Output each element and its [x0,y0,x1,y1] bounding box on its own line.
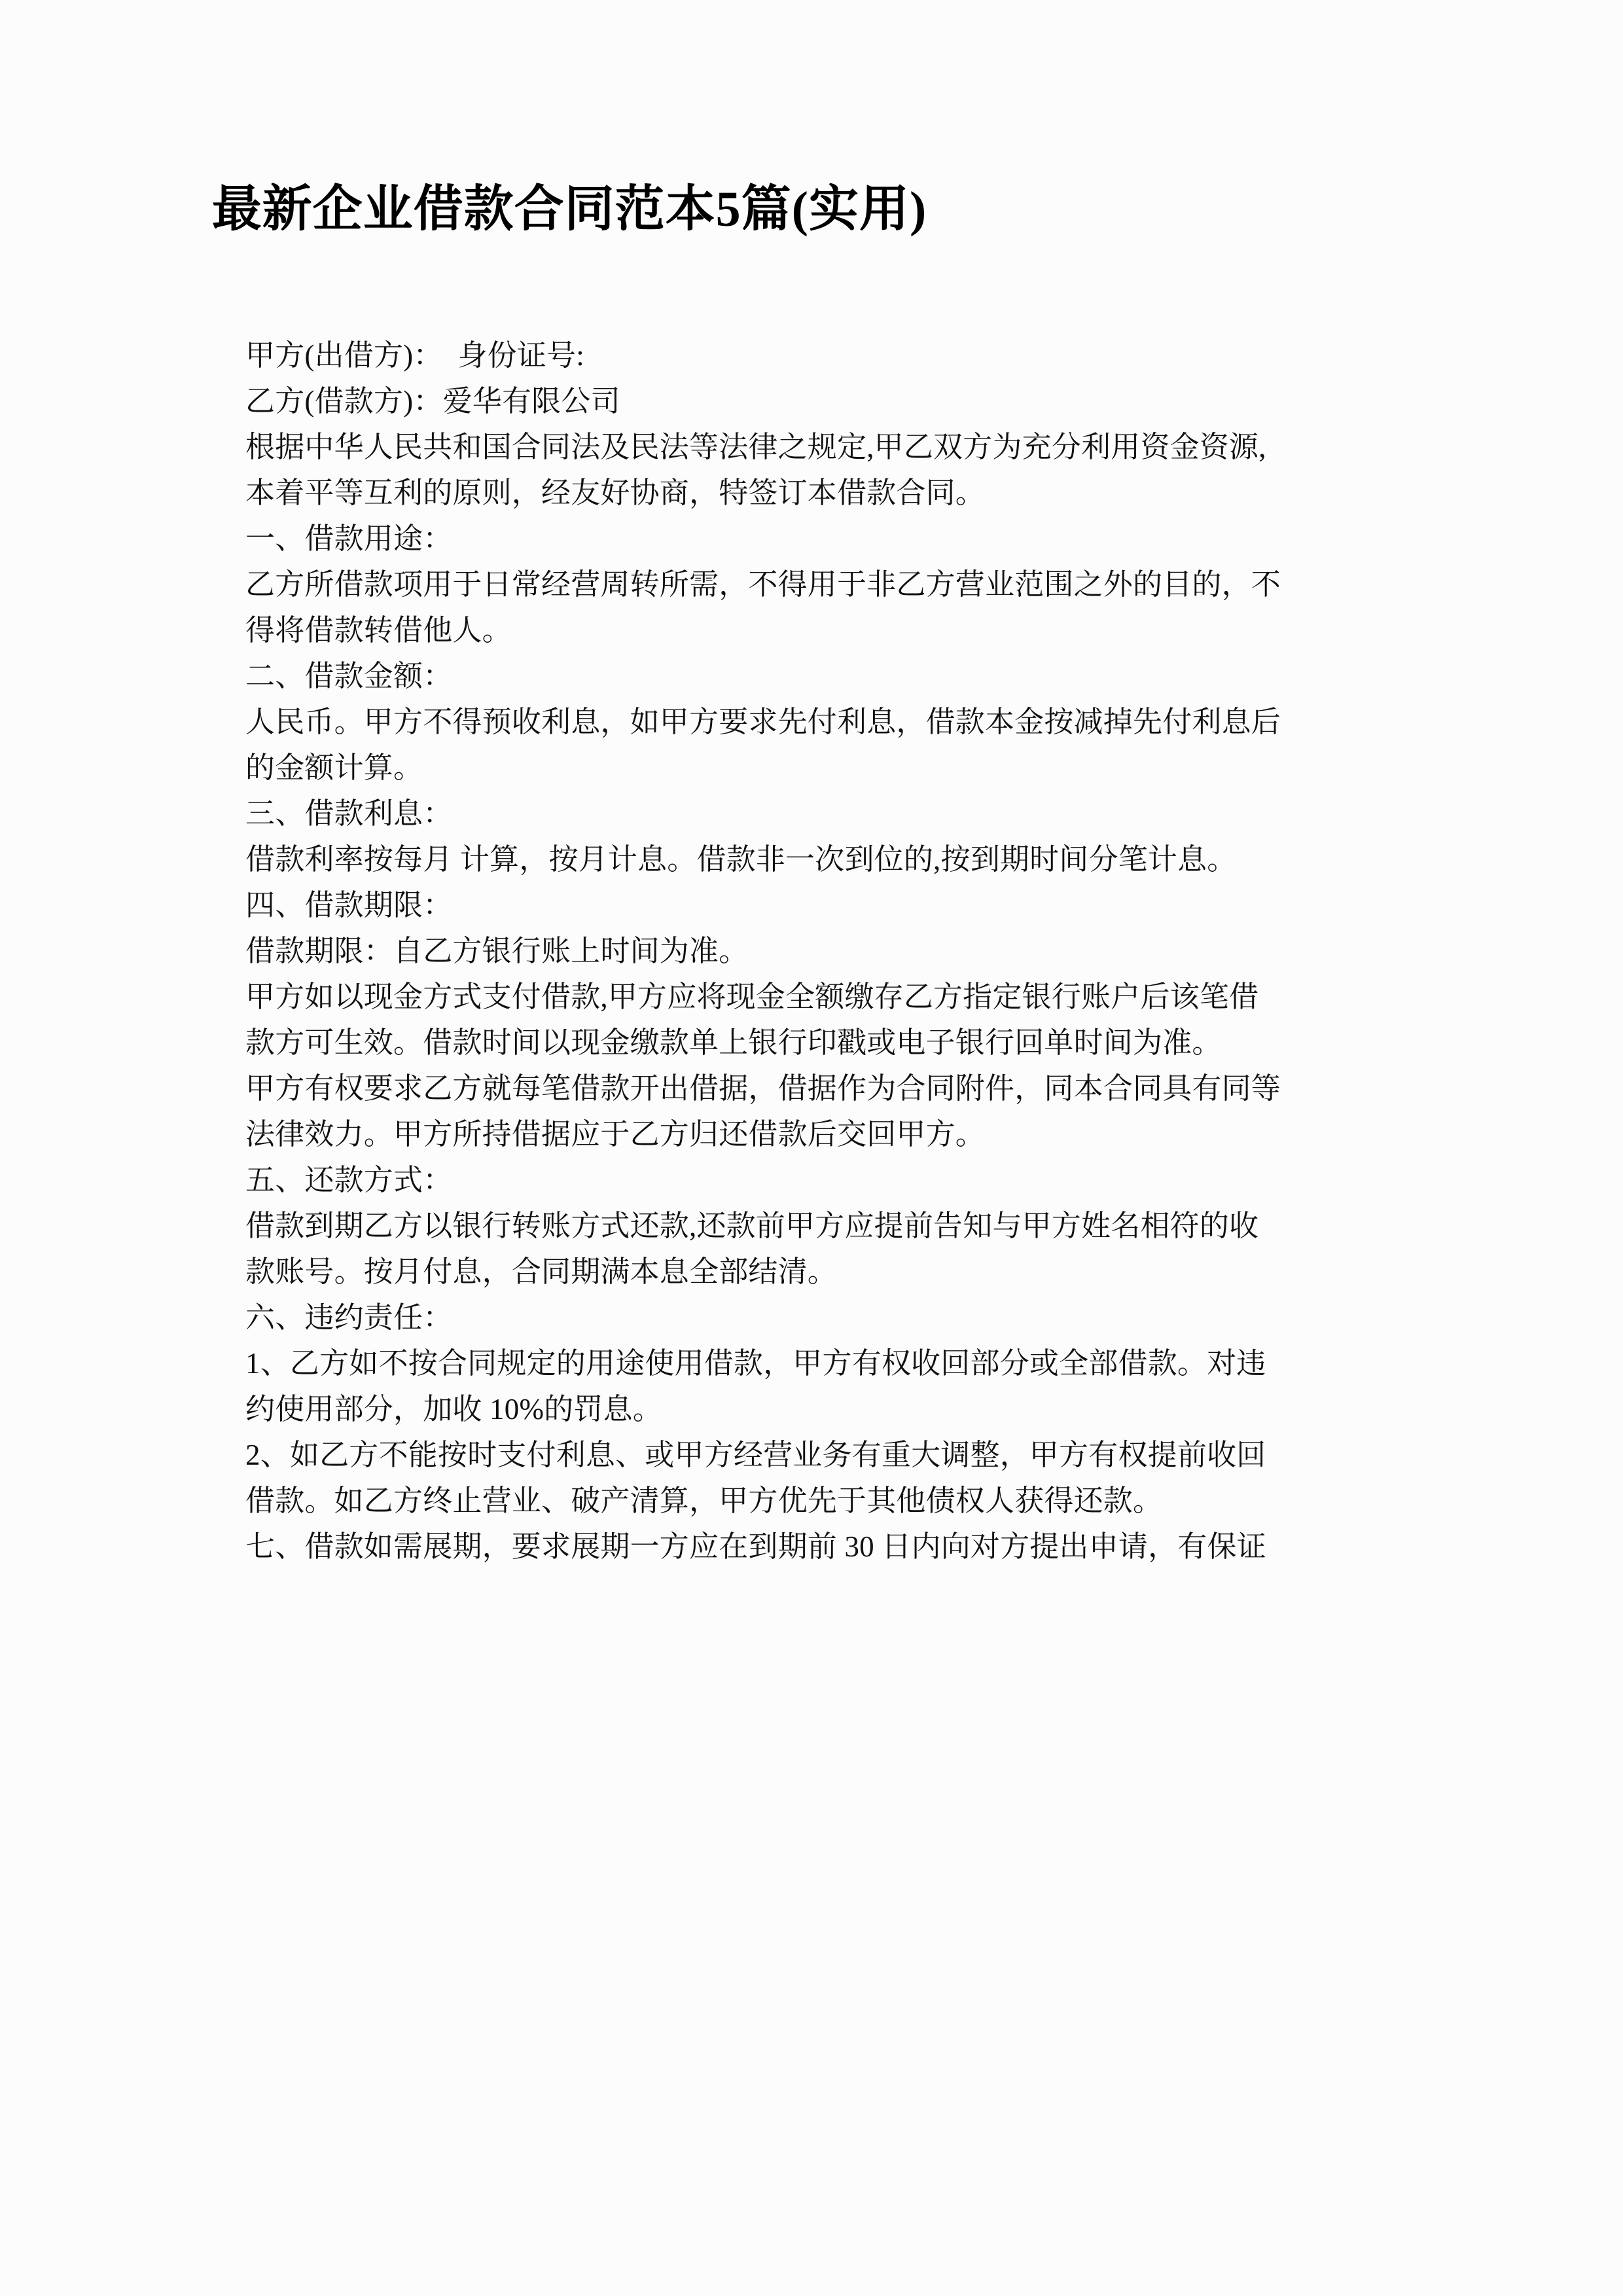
page-title: 最新企业借款合同范本5篇(实用) [211,182,927,237]
text-line: 借款。如乙方终止营业、破产清算，甲方优先于其他债权人获得还款。 [245,1484,1163,1517]
text-line: 2、如乙方不能按时支付利息、或甲方经营业务有重大调整，甲方有权提前收回 [245,1439,1266,1471]
text-line: 本着平等互利的原则，经友好协商，特签订本借款合同。 [245,476,986,509]
text-line: 乙方所借款项用于日常经营周转所需，不得用于非乙方营业范围之外的目的，不 [245,568,1281,601]
text-line: 约使用部分，加收 10%的罚息。 [245,1393,662,1426]
text-line: 甲方如以现金方式支付借款,甲方应将现金全额缴存乙方指定银行账户后该笔借 [245,980,1259,1013]
section-heading: 六、违约责任： [245,1301,453,1334]
text-line: 借款到期乙方以银行转账方式还款,还款前甲方应提前告知与甲方姓名相符的收 [245,1210,1259,1242]
section-heading: 二、借款金额： [245,660,453,692]
text-line: 款账号。按月付息，合同期满本息全部结清。 [245,1255,838,1288]
section-heading: 一、借款用途： [245,522,453,555]
text-line: 甲方(出借方)： 身份证号: [245,339,584,372]
text-line: 人民币。甲方不得预收利息，如甲方要求先付利息，借款本金按减掉先付利息后 [245,706,1281,738]
text-line: 根据中华人民共和国合同法及民法等法律之规定,甲乙双方为充分利用资金资源, [245,431,1266,463]
text-line: 借款利率按每月 计算，按月计息。借款非一次到位的,按到期时间分笔计息。 [245,843,1237,876]
paragraph-block [245,332,1384,1570]
section-heading: 三、借款利息： [245,797,453,830]
text-line: 甲方有权要求乙方就每笔借款开出借据，借据作为合同附件，同本合同具有同等 [245,1072,1281,1105]
text-line: 借款期限：自乙方银行账上时间为准。 [245,935,749,967]
text-line: 款方可生效。借款时间以现金缴款单上银行印戳或电子银行回单时间为准。 [245,1026,1222,1059]
section-heading: 五、还款方式： [245,1164,453,1196]
text-line: 七、借款如需展期，要求展期一方应在到期前 30 日内向对方提出申请，有保证 [245,1530,1266,1563]
text-line: 得将借款转借他人。 [245,614,512,647]
text-line: 乙方(借款方)：爱华有限公司 [245,385,620,418]
text-line: 1、乙方如不按合同规定的用途使用借款，甲方有权收回部分或全部借款。对违 [245,1347,1266,1380]
text-line: 法律效力。甲方所持借据应于乙方归还借款后交回甲方。 [245,1118,986,1151]
text-line: 的金额计算。 [245,751,423,784]
section-heading: 四、借款期限： [245,889,453,922]
